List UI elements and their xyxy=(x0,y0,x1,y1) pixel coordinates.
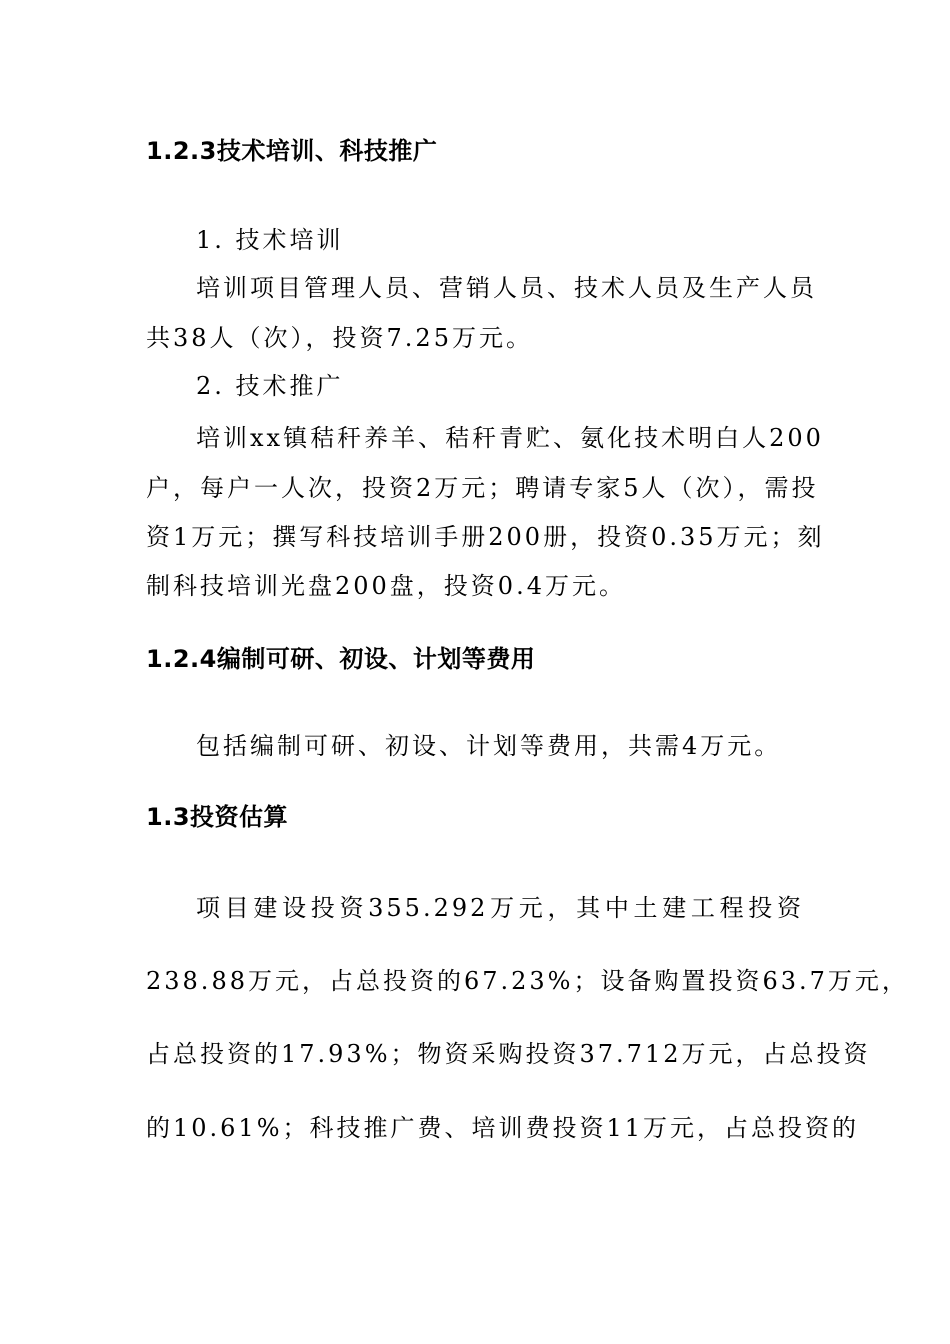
paragraph-line: 制科技培训光盘200盘，投资0.4万元。 xyxy=(146,572,626,600)
section-heading-1-3: 1.3投资估算 xyxy=(146,803,289,831)
paragraph-line: 户，每户一人次，投资2万元；聘请专家5人（次），需投 xyxy=(146,474,819,502)
paragraph-line: 培训项目管理人员、营销人员、技术人员及生产人员 xyxy=(196,274,817,302)
paragraph-line: 培训xx镇秸秆养羊、秸秆青贮、氨化技术明白人200 xyxy=(196,424,824,452)
item-title-technical-promotion: 2. 技术推广 xyxy=(196,372,344,400)
paragraph-line: 238.88万元，占总投资的67.23%；设备购置投资63.7万元， xyxy=(146,967,909,995)
paragraph-line: 共38人（次），投资7.25万元。 xyxy=(146,324,533,352)
paragraph-line: 的10.61%；科技推广费、培训费投资11万元，占总投资的 xyxy=(146,1114,860,1142)
paragraph-line: 项目建设投资355.292万元，其中土建工程投资 xyxy=(196,894,804,922)
section-heading-1-2-3: 1.2.3技术培训、科技推广 xyxy=(146,137,438,165)
section-heading-1-2-4: 1.2.4编制可研、初设、计划等费用 xyxy=(146,645,536,673)
item-title-technical-training: 1. 技术培训 xyxy=(196,226,344,254)
paragraph-line: 占总投资的17.93%；物资采购投资37.712万元，占总投资 xyxy=(146,1040,871,1068)
paragraph-line: 资1万元；撰写科技培训手册200册，投资0.35万元；刻 xyxy=(146,523,825,551)
paragraph-line: 包括编制可研、初设、计划等费用，共需4万元。 xyxy=(196,732,782,760)
